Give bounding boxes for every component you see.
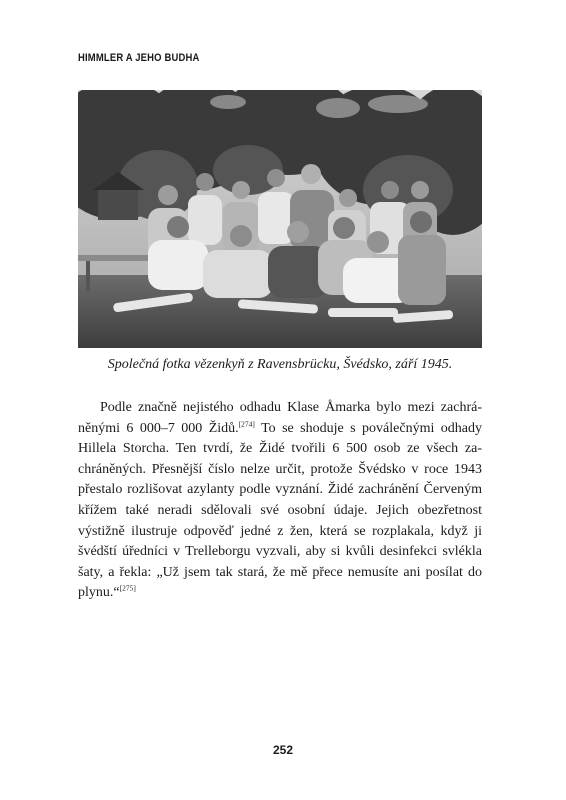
paragraph-part-1: Podle značně nejistého odhadu Klase Åmarka bylo mezi zachráněnými 6 000–7 000 Židů. (78, 400, 482, 436)
footnote-ref-274[interactable]: [274] (238, 418, 255, 428)
footnote-ref-275[interactable]: [275] (119, 583, 136, 593)
running-head: HIMMLER A JEHO BUDHA (78, 52, 200, 64)
body-text (78, 398, 482, 604)
page-number: 252 (272, 743, 294, 757)
paragraph-part-2: To se shoduje s poválečnými odhady Hillela Storcha. Ten tvrdí, že Židé tvořili 6 500 osob ze všech zachráněných. Přesnější číslo nelze určit, protože Švédsko v roce 1943 přestalo rozlišovat azylanty podle vyznání. Židé zachránění Červeným křížem také neradi sdělovali své osobní údaje. Jejich obezřetnost výstižně ilustruje odpověď jedné z žen, která se rozplakala, když ji švédští úředníci v Trelleborgu vyzvali, aby si kvůli desinfekci svlékla šaty, a řekla: „Už jsem tak stará, že mě přece nemusíte ani posílat do plynu.“ (78, 420, 482, 601)
photo-caption: Společná fotka vězenkyň z Ravensbrücku, Švédsko, září 1945. (107, 357, 453, 372)
group-photo-image (78, 90, 482, 348)
group-photo (78, 90, 482, 348)
paragraph (78, 398, 482, 604)
